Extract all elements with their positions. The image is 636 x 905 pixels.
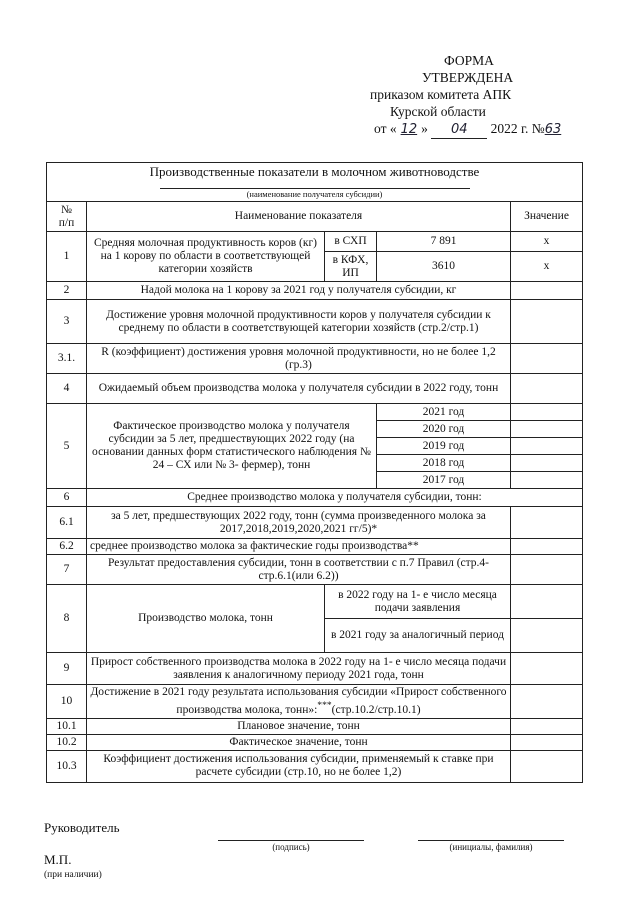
table-title-cell xyxy=(47,163,583,202)
row-10-label-sup: *** xyxy=(317,700,332,711)
indicators-table xyxy=(46,162,583,783)
form-label: ФОРМА xyxy=(444,53,494,68)
row-2-label: Надой молока на 1 корову за 2021 год у получателя субсидии, кг xyxy=(87,282,511,300)
order-line: приказом комитета АПК xyxy=(370,87,512,102)
row-10-2-no: 10.2 xyxy=(47,734,87,750)
row-6-1-no: 6.1 xyxy=(47,507,87,539)
row-10-label xyxy=(87,685,511,719)
row-1-no: 1 xyxy=(47,232,87,282)
row-10-2-label: Фактическое значение, тонн xyxy=(87,734,511,750)
row-5-value-2017 xyxy=(511,472,583,489)
row-3-no: 3 xyxy=(47,300,87,344)
recipient-caption: (наименование получателя субсидии) xyxy=(160,188,470,199)
row-9-label: Прирост собственного производства молока в 2022 году на 1- е число месяца подачи заявления к аналогичному периоду 2021 года, тонн xyxy=(87,653,511,685)
date-day: 12 xyxy=(400,122,418,137)
name-caption: (инициалы, фамилия) xyxy=(449,842,533,852)
row-7-no: 7 xyxy=(47,555,87,585)
col-header-name: Наименование показателя xyxy=(87,202,511,232)
col-header-no: № п/п xyxy=(47,202,87,232)
row-8-value2 xyxy=(511,619,583,653)
date-number: 63 xyxy=(544,122,562,137)
row-10-3-no: 10.3 xyxy=(47,750,87,782)
row-6-2-value xyxy=(511,539,583,555)
row-10-3-label: Коэффициент достижения использования субсидии, применяемый к ставке при расчете субсидии (стр.10, но не более 1,2) xyxy=(87,750,511,782)
approved-label: УТВЕРЖДЕНА xyxy=(422,70,514,85)
row-1-val2: 3610 xyxy=(377,252,511,282)
seal-label: М.П. xyxy=(44,852,72,867)
head-label: Руководитель xyxy=(44,820,120,835)
row-6-label: Среднее производство молока у получателя субсидии, тонн: xyxy=(87,489,583,507)
row-5-year-2018: 2018 год xyxy=(377,455,511,472)
name-field xyxy=(418,840,564,852)
row-5-value-2020 xyxy=(511,421,583,438)
date-mid: » xyxy=(421,121,428,136)
row-10-value xyxy=(511,685,583,719)
row-6-no: 6 xyxy=(47,489,87,507)
row-1-label: Средняя молочная продуктивность коров (кг) на 1 корову по области в соответствующей категории хозяйств xyxy=(87,232,325,282)
row-10-2-value xyxy=(511,734,583,750)
row-5-value-2021 xyxy=(511,404,583,421)
date-month: 04 xyxy=(431,121,487,139)
row-3-1-label: R (коэффициент) достижения уровня молочной продуктивности, но не более 1,2 (гр.3) xyxy=(87,344,511,374)
date-line xyxy=(370,120,610,139)
region-line: Курской области xyxy=(390,104,486,119)
row-1-mark1: х xyxy=(511,232,583,252)
row-3-value xyxy=(511,300,583,344)
row-1-sub1: в СХП xyxy=(325,232,377,252)
row-6-2-label: среднее производство молока за фактические годы производства** xyxy=(87,539,511,555)
row-1-sub2: в КФХ, ИП xyxy=(325,252,377,282)
row-3-label: Достижение уровня молочной продуктивности коров у получателя субсидии к среднему по области в соответствующей категории хозяйств (стр.2/стр.1) xyxy=(87,300,511,344)
date-prefix: от « xyxy=(374,121,397,136)
row-1-mark2: х xyxy=(511,252,583,282)
row-5-label: Фактическое производство молока у получателя субсидии за 5 лет, предшествующих 2022 году (на основании данных форм статистического наблюдения № 24 – СХ или № 3- фермер), тонн xyxy=(87,404,377,489)
row-8-label: Производство молока, тонн xyxy=(87,585,325,653)
row-5-year-2021: 2021 год xyxy=(377,404,511,421)
row-5-no: 5 xyxy=(47,404,87,489)
row-5-year-2019: 2019 год xyxy=(377,438,511,455)
row-9-value xyxy=(511,653,583,685)
row-7-label: Результат предоставления субсидии, тонн в соответствии с п.7 Правил (стр.4- стр.6.1(или 6.2)) xyxy=(87,555,511,585)
row-5-value-2019 xyxy=(511,438,583,455)
row-2-no: 2 xyxy=(47,282,87,300)
row-1-val1: 7 891 xyxy=(377,232,511,252)
table-title: Производственные показатели в молочном животноводстве xyxy=(149,164,480,179)
date-year: 2022 г. № xyxy=(490,121,545,136)
row-5-year-2020: 2020 год xyxy=(377,421,511,438)
row-6-1-value xyxy=(511,507,583,539)
row-5-year-2017: 2017 год xyxy=(377,472,511,489)
row-6-1-label: за 5 лет, предшествующих 2022 году, тонн (сумма произведенного молока за 2017,2018,2019,2020,2021 гг/5)* xyxy=(87,507,511,539)
row-10-label-b: (стр.10.2/стр.10.1) xyxy=(331,703,421,716)
row-10-1-no: 10.1 xyxy=(47,718,87,734)
row-9-no: 9 xyxy=(47,653,87,685)
row-3-1-no: 3.1. xyxy=(47,344,87,374)
row-8-value1 xyxy=(511,585,583,619)
row-4-label: Ожидаемый объем производства молока у получателя субсидии в 2022 году, тонн xyxy=(87,374,511,404)
row-2-value xyxy=(511,282,583,300)
row-10-1-label: Плановое значение, тонн xyxy=(87,718,511,734)
row-10-3-value xyxy=(511,750,583,782)
row-7-value xyxy=(511,555,583,585)
row-6-2-no: 6.2 xyxy=(47,539,87,555)
approval-header xyxy=(370,52,610,139)
row-4-value xyxy=(511,374,583,404)
row-8-sub1: в 2022 году на 1- е число месяца подачи заявления xyxy=(325,585,511,619)
sign-field xyxy=(218,840,364,852)
sign-caption: (подпись) xyxy=(272,842,310,852)
row-8-no: 8 xyxy=(47,585,87,653)
row-5-value-2018 xyxy=(511,455,583,472)
row-3-1-value xyxy=(511,344,583,374)
row-10-no: 10 xyxy=(47,685,87,719)
row-10-label-a: Достижение в 2021 году результата использования субсидии «Прирост собственного производства молока, тонн»: xyxy=(90,686,507,716)
row-4-no: 4 xyxy=(47,374,87,404)
seal-note: (при наличии) xyxy=(44,870,102,880)
row-10-1-value xyxy=(511,718,583,734)
row-8-sub2: в 2021 году за аналогичный период xyxy=(325,619,511,653)
col-header-value: Значение xyxy=(511,202,583,232)
